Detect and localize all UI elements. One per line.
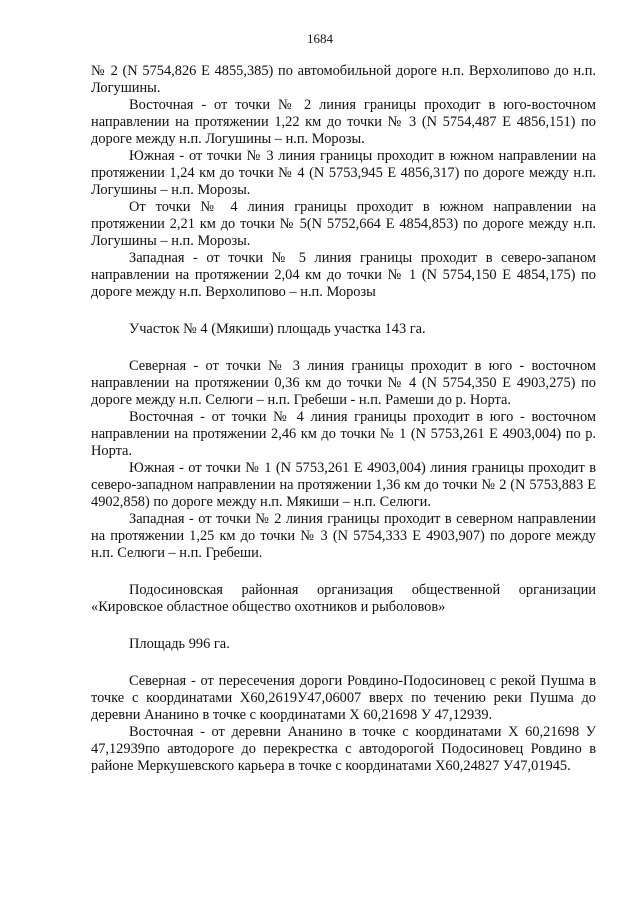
- section3-west: Западная - от точки № 5 линия границы проходит в северо-запаном направлении на протяжении 2,04 км до точки № 1 (N 5754,150 E 4854,175) по дороге между н.п. Верхолипово – н.п. Морозы: [91, 250, 596, 300]
- document-body: [91, 63, 596, 775]
- section3-east: Восточная - от точки № 2 линия границы проходит в юго-восточном направлении на протяжении 1,22 км до точки № 3 (N 5754,487 E 4856,151) по дороге между н.п. Логушины – н.п. Морозы.: [91, 97, 596, 147]
- section4-south: Южная - от точки № 1 (N 5753,261 E 4903,004) линия границы проходит в северо-западном направлении на протяжении 1,36 км до точки № 2 (N 5753,883 E 4902,858) по дороге между н.п. Мякиши – н.п. Селюги.: [91, 460, 596, 510]
- section4-title: Участок № 4 (Мякиши) площадь участка 143 га.: [129, 321, 426, 337]
- page-number: 1684: [307, 31, 333, 46]
- organization-name: Подосиновская районная организация общественной организации «Кировское областное общество охотников и рыболовов»: [91, 582, 596, 615]
- section3-intro: № 2 (N 5754,826 E 4855,385) по автомобильной дороге н.п. Верхолипово до н.п. Логушины.: [91, 63, 596, 96]
- organization-area: Площадь 996 га.: [129, 636, 230, 652]
- section4-west: Западная - от точки № 2 линия границы проходит в северном направлении на протяжении 1,25 км до точки № 3 (N 5754,333 E 4903,907) по дороге между н.п. Селюги – н.п. Гребеши.: [91, 511, 596, 561]
- section4-north: Северная - от точки № 3 линия границы проходит в юго - восточном направлении на протяжении 0,36 км до точки № 4 (N 5754,350 E 4903,275) по дороге между н.п. Селюги – н.п. Гребеши - н.п. Рамеши до р. Норта.: [91, 358, 596, 408]
- section3-south: Южная - от точки № 3 линия границы проходит в южном направлении на протяжении 1,24 км до точки № 4 (N 5753,945 E 4856,317) по дороге между н.п. Логушины – н.п. Морозы.: [91, 148, 596, 198]
- organization-east: Восточная - от деревни Ананино в точке с координатами Х 60,21698 У 47,12939по автодороге до перекрестка с автодорогой Подосиновец Ровдино в районе Меркушевского карьера в точке с координатами Х60,24827 У47,01945.: [91, 724, 596, 774]
- section3-south-continued: От точки № 4 линия границы проходит в южном направлении на протяжении 2,21 км до точки № 5(N 5752,664 E 4854,853) по дороге между н.п. Логушины – н.п. Морозы.: [91, 199, 596, 249]
- organization-north: Северная - от пересечения дороги Ровдино-Подосиновец с рекой Пушма в точке с координатами Х60,2619У47,06007 вверх по течению реки Пушма до деревни Ананино в точке с координатами Х 60,21698 У 47,12939.: [91, 673, 596, 723]
- section4-east: Восточная - от точки № 4 линия границы проходит в юго - восточном направлении на протяжении 2,46 км до точки № 1 (N 5753,261 E 4903,004) по р. Норта.: [91, 409, 596, 459]
